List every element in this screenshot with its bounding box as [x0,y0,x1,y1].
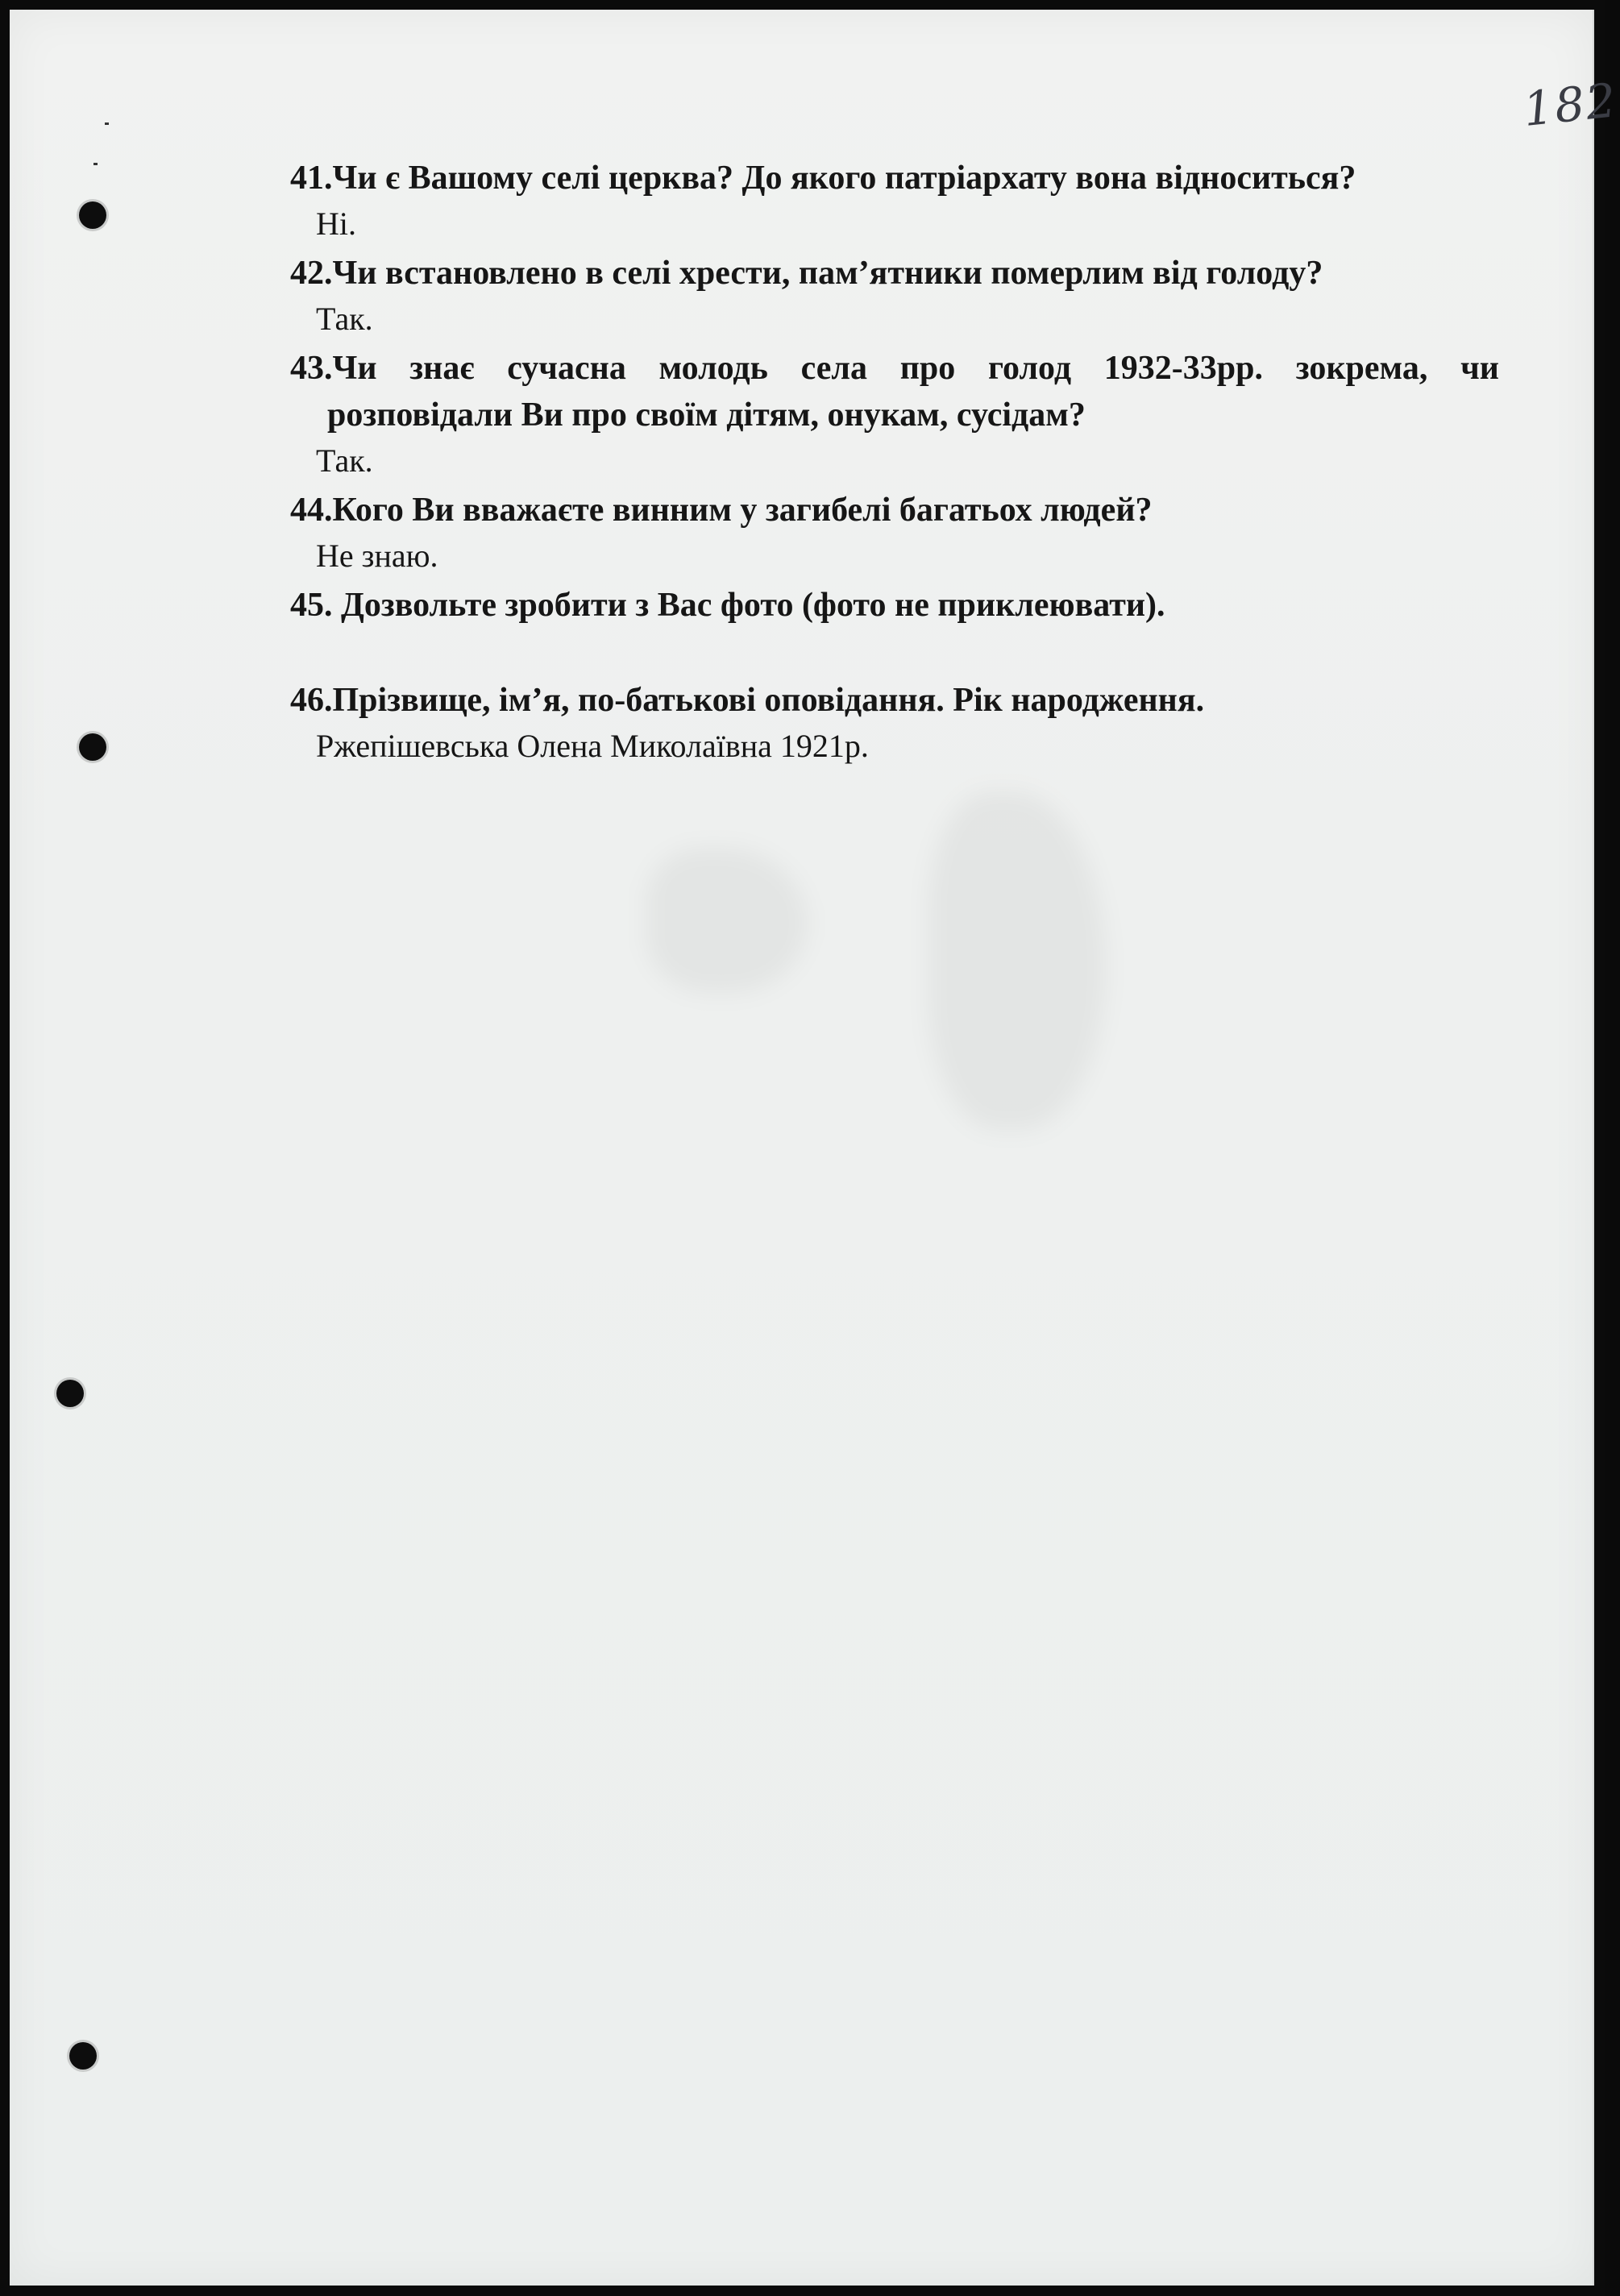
handwritten-page-number: 182 [1520,73,1620,137]
spacer [290,629,1499,677]
margin-mark [93,163,98,165]
answer-42: Так. [316,301,373,337]
question-46: 46.Прізвище, ім’я, по-батькові оповідання. Рік народження. [290,682,1205,719]
questionnaire-content [290,155,1499,772]
question-43-line-2: розповідали Ви про своїм дітям, онукам, сусідам? [327,397,1086,434]
answer-44: Не знаю. [316,538,438,574]
punch-hole [56,1380,84,1407]
paper-smudge [928,791,1106,1130]
paper-sheet [10,10,1620,2286]
question-44: 44.Кого Ви вважаєте винним у загибелі багатьох людей? [290,492,1153,529]
paper-smudge [646,848,808,993]
question-43-line-1: 43.Чи знає сучасна молодь села про голод 1932-33рр. зокрема, чи [290,350,1499,387]
question-41: 41.Чи є Вашому селі церква? До якого патріархату вона відноситься? [290,160,1356,197]
punch-hole [79,201,106,229]
punch-hole [69,2042,97,2070]
margin-mark [105,122,109,125]
punch-hole [79,733,106,761]
answer-43: Так. [316,442,373,479]
answer-46: Ржепішевська Олена Миколаївна 1921р. [316,728,869,764]
question-42: 42.Чи встановлено в селі хрести, пам’ятники померлим від голоду? [290,255,1323,292]
answer-41: Ні. [316,206,356,242]
question-45: 45. Дозвольте зробити з Вас фото (фото не приклеювати). [290,587,1165,624]
